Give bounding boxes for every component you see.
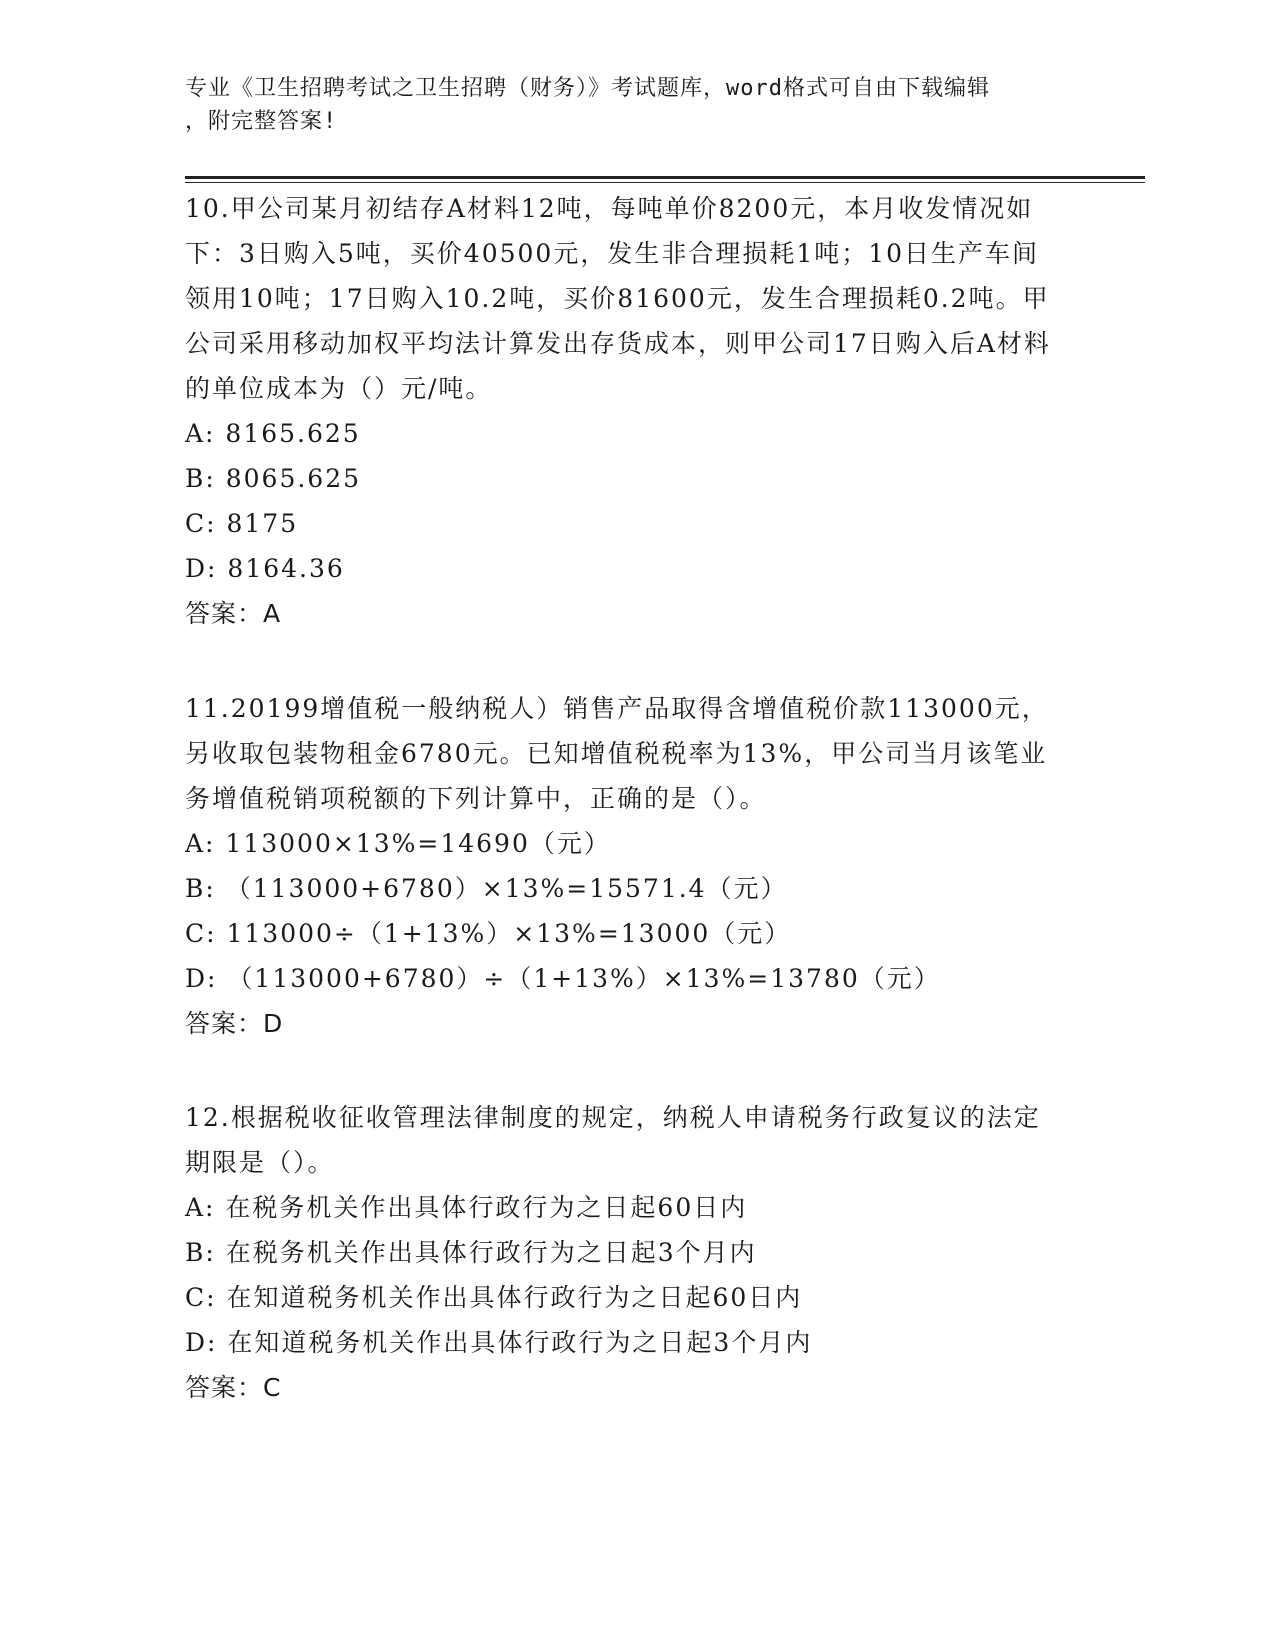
option-a: A: 8165.625 bbox=[185, 419, 361, 448]
header-line-2: ，附完整答案! bbox=[185, 109, 338, 134]
answer-line: 答案：D bbox=[185, 1009, 284, 1038]
answer-line: 答案：A bbox=[185, 599, 282, 628]
option-c: C: 113000÷（1+13%）×13%=13000（元） bbox=[185, 919, 792, 948]
option-b: B: 在税务机关作出具体行政行为之日起3个月内 bbox=[185, 1238, 757, 1267]
option-c: C: 8175 bbox=[185, 509, 299, 538]
option-a: A: 113000×13%=14690（元） bbox=[185, 829, 611, 858]
option-b: B: （113000+6780）×13%=15571.4（元） bbox=[185, 874, 788, 903]
option-b: B: 8065.625 bbox=[185, 464, 362, 493]
option-d: D: 8164.36 bbox=[185, 554, 345, 583]
answer-line: 答案：C bbox=[185, 1373, 282, 1402]
question-12 bbox=[185, 1095, 1065, 1410]
question-stem: 11.20199增值税一般纳税人）销售产品取得含增值税价款113000元，另收取包装物租金6780元。已知增值税税率为13%，甲公司当月该笔业务增值税销项税额的下列计算中，正确的是（）。 bbox=[185, 694, 1049, 813]
question-stem: 10.甲公司某月初结存A材料12吨，每吨单价8200元，本月收发情况如下：3日购入5吨，买价40500元，发生非合理损耗1吨；10日生产车间领用10吨；17日购入10.2吨，买价81600元，发生合理损耗0.2吨。甲公司采用移动加权平均法计算发出存货成本，则甲公司17日购入后A材料的单位成本为（）元/吨。 bbox=[185, 194, 1051, 403]
question-10 bbox=[185, 186, 1065, 636]
header-divider-thick bbox=[185, 176, 1145, 179]
header-divider-thin bbox=[185, 182, 1145, 183]
option-d: D: （113000+6780）÷（1+13%）×13%=13780（元） bbox=[185, 964, 941, 993]
document-header bbox=[185, 72, 1065, 138]
question-11 bbox=[185, 686, 1065, 1046]
question-stem: 12.根据税收征收管理法律制度的规定，纳税人申请税务行政复议的法定期限是（）。 bbox=[185, 1103, 1041, 1177]
option-c: C: 在知道税务机关作出具体行政行为之日起60日内 bbox=[185, 1283, 803, 1312]
option-a: A: 在税务机关作出具体行政行为之日起60日内 bbox=[185, 1193, 748, 1222]
header-line-1: 专业《卫生招聘考试之卫生招聘（财务）》考试题库，word格式可自由下载编辑 bbox=[185, 76, 990, 101]
option-d: D: 在知道税务机关作出具体行政行为之日起3个月内 bbox=[185, 1328, 813, 1357]
